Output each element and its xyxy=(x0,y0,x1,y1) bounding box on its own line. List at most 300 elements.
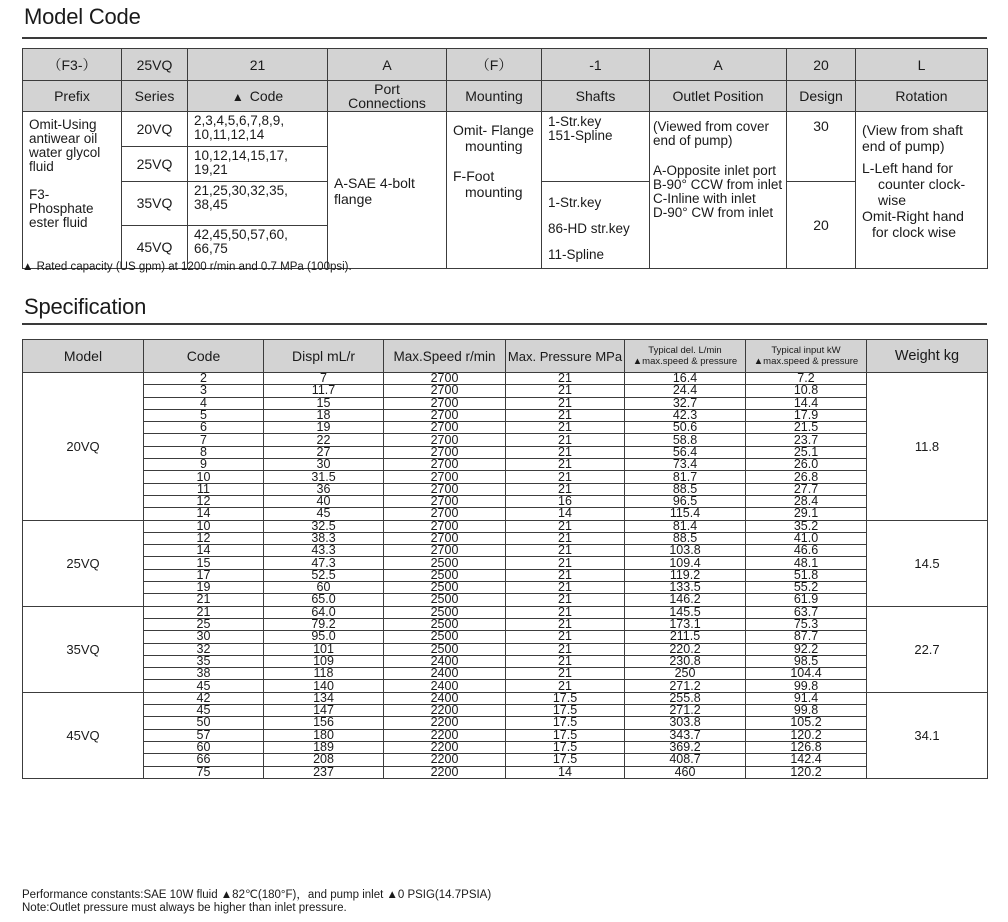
example-outlet: A xyxy=(650,49,787,81)
mounting-foot: F-Foot mounting xyxy=(453,168,523,200)
header-code-label: Code xyxy=(249,87,284,104)
code-cell: 30 xyxy=(144,631,264,643)
example-design: 20 xyxy=(787,49,856,81)
header-design: Design xyxy=(787,81,856,112)
example-port: A xyxy=(328,49,447,81)
design-30: 30 xyxy=(787,112,856,182)
outlet-option-c: C-Inline with inlet xyxy=(653,191,756,206)
prefix-omit: Omit-Using antiwear oil water glycol fluid xyxy=(29,117,101,174)
typical-input-cell: 75.3 xyxy=(746,618,867,630)
code-cell: 35 xyxy=(144,655,264,667)
triangle-marker-icon: ▲ xyxy=(231,89,244,104)
outlet-option-a: A-Opposite inlet port xyxy=(653,163,777,178)
code-cell: 19 xyxy=(144,582,264,594)
max-speed-cell: 2500 xyxy=(384,618,506,630)
spec-body xyxy=(23,373,988,779)
header-shafts: Shafts xyxy=(542,81,650,112)
header-typical-input-line1: Typical input kW xyxy=(771,345,841,356)
rotation-right: Omit-Right hand for clock wise xyxy=(862,208,964,240)
shaft-option: 151-Spline xyxy=(548,128,613,143)
max-speed-cell: 2200 xyxy=(384,741,506,753)
typical-input-cell: 61.9 xyxy=(746,594,867,606)
code-cell: 50 xyxy=(144,717,264,729)
mounting-omit: Omit- Flange mounting xyxy=(453,122,534,154)
typical-delivery-cell: 173.1 xyxy=(625,618,746,630)
typical-delivery-cell: 271.2 xyxy=(625,705,746,717)
max-pressure-cell: 21 xyxy=(506,385,625,397)
spec-row xyxy=(23,532,988,544)
code-cell: 17 xyxy=(144,569,264,581)
typical-delivery-cell: 250 xyxy=(625,668,746,680)
typical-delivery-cell: 81.7 xyxy=(625,471,746,483)
code-cell: 75 xyxy=(144,766,264,778)
codes-35vq-text: 21,25,30,32,35, 38,45 xyxy=(194,183,288,212)
max-speed-cell: 2700 xyxy=(384,520,506,532)
header-weight: Weight kg xyxy=(867,340,988,373)
code-cell: 12 xyxy=(144,532,264,544)
code-cell: 2 xyxy=(144,373,264,385)
displacement-cell: 180 xyxy=(264,729,384,741)
displacement-cell: 19 xyxy=(264,422,384,434)
spec-row xyxy=(23,422,988,434)
typical-input-cell: 27.7 xyxy=(746,483,867,495)
typical-delivery-cell: 24.4 xyxy=(625,385,746,397)
max-speed-cell: 2700 xyxy=(384,397,506,409)
typical-input-cell: 63.7 xyxy=(746,606,867,618)
typical-input-cell: 99.8 xyxy=(746,705,867,717)
mounting-cell xyxy=(447,112,542,269)
typical-delivery-cell: 145.5 xyxy=(625,606,746,618)
max-pressure-cell: 21 xyxy=(506,668,625,680)
typical-input-cell: 17.9 xyxy=(746,409,867,421)
displacement-cell: 109 xyxy=(264,655,384,667)
max-speed-cell: 2700 xyxy=(384,471,506,483)
series-45vq: 45VQ xyxy=(122,225,188,269)
typical-input-cell: 29.1 xyxy=(746,508,867,520)
header-code: Code xyxy=(144,340,264,373)
typical-input-cell: 55.2 xyxy=(746,582,867,594)
outlet-note: (Viewed from cover end of pump) xyxy=(653,119,770,148)
max-speed-cell: 2700 xyxy=(384,446,506,458)
spec-row xyxy=(23,409,988,421)
code-cell: 45 xyxy=(144,705,264,717)
spec-row xyxy=(23,495,988,507)
displacement-cell: 101 xyxy=(264,643,384,655)
code-cell: 60 xyxy=(144,741,264,753)
header-displacement: Displ mL/r xyxy=(264,340,384,373)
typical-input-cell: 35.2 xyxy=(746,520,867,532)
example-code-row xyxy=(23,49,988,81)
spec-row xyxy=(23,483,988,495)
typical-input-cell: 51.8 xyxy=(746,569,867,581)
max-pressure-cell: 14 xyxy=(506,766,625,778)
performance-constants-note: Performance constants:SAE 10W fluid ▲82℃(180°F)，and pump inlet ▲0 PSIG(14.7PSIA) xyxy=(22,889,492,901)
typical-delivery-cell: 460 xyxy=(625,766,746,778)
typical-delivery-cell: 81.4 xyxy=(625,520,746,532)
spec-row xyxy=(23,705,988,717)
codes-20vq xyxy=(188,112,328,147)
max-speed-cell: 2700 xyxy=(384,483,506,495)
max-speed-cell: 2200 xyxy=(384,729,506,741)
title-rule xyxy=(22,37,987,39)
displacement-cell: 15 xyxy=(264,397,384,409)
max-speed-cell: 2400 xyxy=(384,692,506,704)
code-cell: 25 xyxy=(144,618,264,630)
displacement-cell: 38.3 xyxy=(264,532,384,544)
typical-input-cell: 99.8 xyxy=(746,680,867,692)
max-speed-cell: 2700 xyxy=(384,545,506,557)
typical-delivery-cell: 255.8 xyxy=(625,692,746,704)
typical-delivery-cell: 146.2 xyxy=(625,594,746,606)
shafts-group-2 xyxy=(542,182,650,269)
typical-input-cell: 7.2 xyxy=(746,373,867,385)
spec-row xyxy=(23,741,988,753)
typical-delivery-cell: 103.8 xyxy=(625,545,746,557)
typical-input-cell: 120.2 xyxy=(746,729,867,741)
series-35vq: 35VQ xyxy=(122,182,188,226)
header-typical-delivery xyxy=(625,340,746,373)
displacement-cell: 79.2 xyxy=(264,618,384,630)
typical-delivery-cell: 408.7 xyxy=(625,754,746,766)
spec-row xyxy=(23,754,988,766)
spec-row xyxy=(23,680,988,692)
typical-input-cell: 142.4 xyxy=(746,754,867,766)
typical-delivery-cell: 50.6 xyxy=(625,422,746,434)
typical-delivery-cell: 343.7 xyxy=(625,729,746,741)
model-code-table xyxy=(22,48,988,269)
typical-input-cell: 26.0 xyxy=(746,459,867,471)
header-typical-delivery-line2: ▲max.speed & pressure xyxy=(632,356,738,367)
max-pressure-cell: 17.5 xyxy=(506,729,625,741)
max-speed-cell: 2700 xyxy=(384,373,506,385)
port-connections-cell xyxy=(328,112,447,269)
typical-input-cell: 98.5 xyxy=(746,655,867,667)
spec-row xyxy=(23,643,988,655)
codes-45vq-text: 42,45,50,57,60, 66,75 xyxy=(194,226,288,256)
model-code-title: Model Code xyxy=(24,4,141,29)
code-cell: 7 xyxy=(144,434,264,446)
max-speed-cell: 2200 xyxy=(384,717,506,729)
model-code-header-row xyxy=(23,81,988,112)
typical-delivery-cell: 42.3 xyxy=(625,409,746,421)
max-pressure-cell: 14 xyxy=(506,508,625,520)
typical-input-cell: 25.1 xyxy=(746,446,867,458)
spec-header-row xyxy=(23,340,988,373)
max-speed-cell: 2700 xyxy=(384,508,506,520)
codes-25vq-text: 10,12,14,15,17, 19,21 xyxy=(194,148,288,177)
header-model: Model xyxy=(23,340,144,373)
max-pressure-cell: 16 xyxy=(506,495,625,507)
code-cell: 15 xyxy=(144,557,264,569)
typical-delivery-cell: 230.8 xyxy=(625,655,746,667)
max-speed-cell: 2700 xyxy=(384,409,506,421)
spec-row xyxy=(23,520,988,532)
typical-delivery-cell: 303.8 xyxy=(625,717,746,729)
displacement-cell: 40 xyxy=(264,495,384,507)
weight-cell: 11.8 xyxy=(867,373,988,521)
displacement-cell: 32.5 xyxy=(264,520,384,532)
max-speed-cell: 2700 xyxy=(384,385,506,397)
code-cell: 32 xyxy=(144,643,264,655)
code-cell: 10 xyxy=(144,520,264,532)
max-pressure-cell: 17.5 xyxy=(506,717,625,729)
spec-row xyxy=(23,655,988,667)
displacement-cell: 47.3 xyxy=(264,557,384,569)
code-cell: 6 xyxy=(144,422,264,434)
displacement-cell: 65.0 xyxy=(264,594,384,606)
displacement-cell: 189 xyxy=(264,741,384,753)
typical-input-cell: 105.2 xyxy=(746,717,867,729)
design-20: 20 xyxy=(787,182,856,269)
title-rule xyxy=(22,323,987,325)
max-speed-cell: 2500 xyxy=(384,606,506,618)
code-cell: 4 xyxy=(144,397,264,409)
max-speed-cell: 2500 xyxy=(384,557,506,569)
max-speed-cell: 2200 xyxy=(384,766,506,778)
code-cell: 21 xyxy=(144,594,264,606)
displacement-cell: 27 xyxy=(264,446,384,458)
codes-25vq xyxy=(188,147,328,182)
codes-35vq xyxy=(188,182,328,226)
typical-input-cell: 91.4 xyxy=(746,692,867,704)
typical-delivery-cell: 88.5 xyxy=(625,483,746,495)
max-pressure-cell: 21 xyxy=(506,618,625,630)
displacement-cell: 30 xyxy=(264,459,384,471)
code-cell: 57 xyxy=(144,729,264,741)
header-series: Series xyxy=(122,81,188,112)
specification-title: Specification xyxy=(24,294,147,319)
model-cell: 20VQ xyxy=(23,373,144,521)
max-pressure-cell: 21 xyxy=(506,422,625,434)
max-pressure-cell: 21 xyxy=(506,373,625,385)
code-cell: 66 xyxy=(144,754,264,766)
port-connections-text: A-SAE 4-bolt flange xyxy=(334,175,415,207)
max-pressure-cell: 21 xyxy=(506,594,625,606)
code-cell: 21 xyxy=(144,606,264,618)
displacement-cell: 36 xyxy=(264,483,384,495)
code-cell: 8 xyxy=(144,446,264,458)
max-pressure-cell: 17.5 xyxy=(506,754,625,766)
spec-row xyxy=(23,459,988,471)
typical-input-cell: 92.2 xyxy=(746,643,867,655)
max-pressure-cell: 21 xyxy=(506,483,625,495)
header-mounting: Mounting xyxy=(447,81,542,112)
example-series: 25VQ xyxy=(122,49,188,81)
spec-row xyxy=(23,508,988,520)
max-pressure-cell: 17.5 xyxy=(506,705,625,717)
code-cell: 12 xyxy=(144,495,264,507)
displacement-cell: 31.5 xyxy=(264,471,384,483)
typical-delivery-cell: 88.5 xyxy=(625,532,746,544)
max-pressure-cell: 21 xyxy=(506,446,625,458)
typical-input-cell: 126.8 xyxy=(746,741,867,753)
series-20vq: 20VQ xyxy=(122,112,188,147)
outlet-option-d: D-90° CW from inlet xyxy=(653,205,774,220)
max-speed-cell: 2700 xyxy=(384,422,506,434)
displacement-cell: 22 xyxy=(264,434,384,446)
rotation-note: (View from shaft end of pump) xyxy=(862,122,963,154)
typical-input-cell: 10.8 xyxy=(746,385,867,397)
model-cell: 25VQ xyxy=(23,520,144,606)
header-port-connections: Port Connections xyxy=(328,81,447,112)
max-speed-cell: 2500 xyxy=(384,643,506,655)
displacement-cell: 237 xyxy=(264,766,384,778)
spec-row xyxy=(23,594,988,606)
header-outlet-position: Outlet Position xyxy=(650,81,787,112)
typical-delivery-cell: 73.4 xyxy=(625,459,746,471)
example-rotation: L xyxy=(856,49,988,81)
typical-input-cell: 41.0 xyxy=(746,532,867,544)
max-pressure-cell: 21 xyxy=(506,434,625,446)
typical-delivery-cell: 271.2 xyxy=(625,680,746,692)
typical-delivery-cell: 109.4 xyxy=(625,557,746,569)
max-speed-cell: 2700 xyxy=(384,459,506,471)
rotation-cell xyxy=(856,112,988,269)
displacement-cell: 7 xyxy=(264,373,384,385)
max-pressure-cell: 21 xyxy=(506,532,625,544)
max-speed-cell: 2400 xyxy=(384,655,506,667)
code-cell: 38 xyxy=(144,668,264,680)
prefix-cell xyxy=(23,112,122,269)
displacement-cell: 64.0 xyxy=(264,606,384,618)
typical-delivery-cell: 96.5 xyxy=(625,495,746,507)
typical-input-cell: 21.5 xyxy=(746,422,867,434)
typical-delivery-cell: 119.2 xyxy=(625,569,746,581)
spec-row xyxy=(23,385,988,397)
max-pressure-cell: 17.5 xyxy=(506,741,625,753)
spec-row xyxy=(23,766,988,778)
max-pressure-cell: 21 xyxy=(506,520,625,532)
max-pressure-cell: 17.5 xyxy=(506,692,625,704)
example-mounting: （F） xyxy=(447,49,542,81)
typical-input-cell: 104.4 xyxy=(746,668,867,680)
code-cell: 14 xyxy=(144,545,264,557)
typical-delivery-cell: 369.2 xyxy=(625,741,746,753)
prefix-f3: F3- Phosphate ester fluid xyxy=(29,187,94,230)
spec-row xyxy=(23,569,988,581)
header-rotation: Rotation xyxy=(856,81,988,112)
spec-row xyxy=(23,717,988,729)
code-cell: 14 xyxy=(144,508,264,520)
codes-20vq-text: 2,3,4,5,6,7,8,9, 10,11,12,14 xyxy=(194,113,285,142)
rotation-left: L-Left hand for counter clock-wise xyxy=(862,160,966,208)
spec-row xyxy=(23,692,988,704)
spec-row xyxy=(23,446,988,458)
typical-delivery-cell: 56.4 xyxy=(625,446,746,458)
outlet-option-b: B-90° CCW from inlet xyxy=(653,177,783,192)
max-speed-cell: 2500 xyxy=(384,631,506,643)
displacement-cell: 118 xyxy=(264,668,384,680)
max-pressure-cell: 21 xyxy=(506,582,625,594)
typical-input-cell: 46.6 xyxy=(746,545,867,557)
max-speed-cell: 2400 xyxy=(384,680,506,692)
example-prefix: （F3-） xyxy=(23,49,122,81)
typical-delivery-cell: 32.7 xyxy=(625,397,746,409)
max-pressure-cell: 21 xyxy=(506,557,625,569)
weight-cell: 14.5 xyxy=(867,520,988,606)
weight-cell: 34.1 xyxy=(867,692,988,778)
max-speed-cell: 2200 xyxy=(384,705,506,717)
example-code: 21 xyxy=(188,49,328,81)
max-speed-cell: 2500 xyxy=(384,594,506,606)
typical-input-cell: 26.8 xyxy=(746,471,867,483)
code-cell: 11 xyxy=(144,483,264,495)
typical-delivery-cell: 58.8 xyxy=(625,434,746,446)
typical-input-cell: 120.2 xyxy=(746,766,867,778)
displacement-cell: 43.3 xyxy=(264,545,384,557)
max-pressure-cell: 21 xyxy=(506,545,625,557)
max-pressure-cell: 21 xyxy=(506,459,625,471)
spec-row xyxy=(23,434,988,446)
typical-input-cell: 87.7 xyxy=(746,631,867,643)
typical-input-cell: 28.4 xyxy=(746,495,867,507)
outlet-pressure-note: Note:Outlet pressure must always be higher than inlet pressure. xyxy=(22,902,347,914)
max-pressure-cell: 21 xyxy=(506,655,625,667)
spec-row xyxy=(23,582,988,594)
displacement-cell: 147 xyxy=(264,705,384,717)
series-25vq: 25VQ xyxy=(122,147,188,182)
shaft-option: 86-HD str.key xyxy=(548,221,630,236)
shaft-option: 1-Str.key xyxy=(548,114,602,129)
max-speed-cell: 2500 xyxy=(384,582,506,594)
typical-delivery-cell: 115.4 xyxy=(625,508,746,520)
spec-row xyxy=(23,471,988,483)
max-pressure-cell: 21 xyxy=(506,397,625,409)
spec-row xyxy=(23,606,988,618)
displacement-cell: 60 xyxy=(264,582,384,594)
header-prefix: Prefix xyxy=(23,81,122,112)
shaft-option: 11-Spline xyxy=(548,247,605,262)
spec-row xyxy=(23,618,988,630)
displacement-cell: 95.0 xyxy=(264,631,384,643)
typical-delivery-cell: 133.5 xyxy=(625,582,746,594)
max-speed-cell: 2200 xyxy=(384,754,506,766)
spec-row xyxy=(23,373,988,385)
rated-capacity-footnote: ▲ Rated capacity (US gpm) at 1200 r/min and 0.7 MPa (100psi). xyxy=(22,261,352,273)
max-pressure-cell: 21 xyxy=(506,680,625,692)
header-typical-input-line2: ▲max.speed & pressure xyxy=(753,356,859,367)
displacement-cell: 11.7 xyxy=(264,385,384,397)
header-max-speed: Max.Speed r/min xyxy=(384,340,506,373)
model-cell: 35VQ xyxy=(23,606,144,692)
shafts-group-1 xyxy=(542,112,650,182)
model-cell: 45VQ xyxy=(23,692,144,778)
typical-input-cell: 23.7 xyxy=(746,434,867,446)
spec-row xyxy=(23,545,988,557)
displacement-cell: 45 xyxy=(264,508,384,520)
displacement-cell: 134 xyxy=(264,692,384,704)
max-speed-cell: 2700 xyxy=(384,495,506,507)
code-cell: 3 xyxy=(144,385,264,397)
header-code xyxy=(188,81,328,112)
weight-cell: 22.7 xyxy=(867,606,988,692)
code-cell: 10 xyxy=(144,471,264,483)
spec-row xyxy=(23,557,988,569)
code-cell: 9 xyxy=(144,459,264,471)
max-pressure-cell: 21 xyxy=(506,471,625,483)
displacement-cell: 52.5 xyxy=(264,569,384,581)
typical-delivery-cell: 211.5 xyxy=(625,631,746,643)
header-typical-input xyxy=(746,340,867,373)
header-typical-delivery-line1: Typical del. L/min xyxy=(648,345,722,356)
spec-row xyxy=(23,631,988,643)
displacement-cell: 140 xyxy=(264,680,384,692)
example-shaft: -1 xyxy=(542,49,650,81)
typical-delivery-cell: 220.2 xyxy=(625,643,746,655)
max-speed-cell: 2700 xyxy=(384,532,506,544)
max-pressure-cell: 21 xyxy=(506,409,625,421)
max-pressure-cell: 21 xyxy=(506,569,625,581)
